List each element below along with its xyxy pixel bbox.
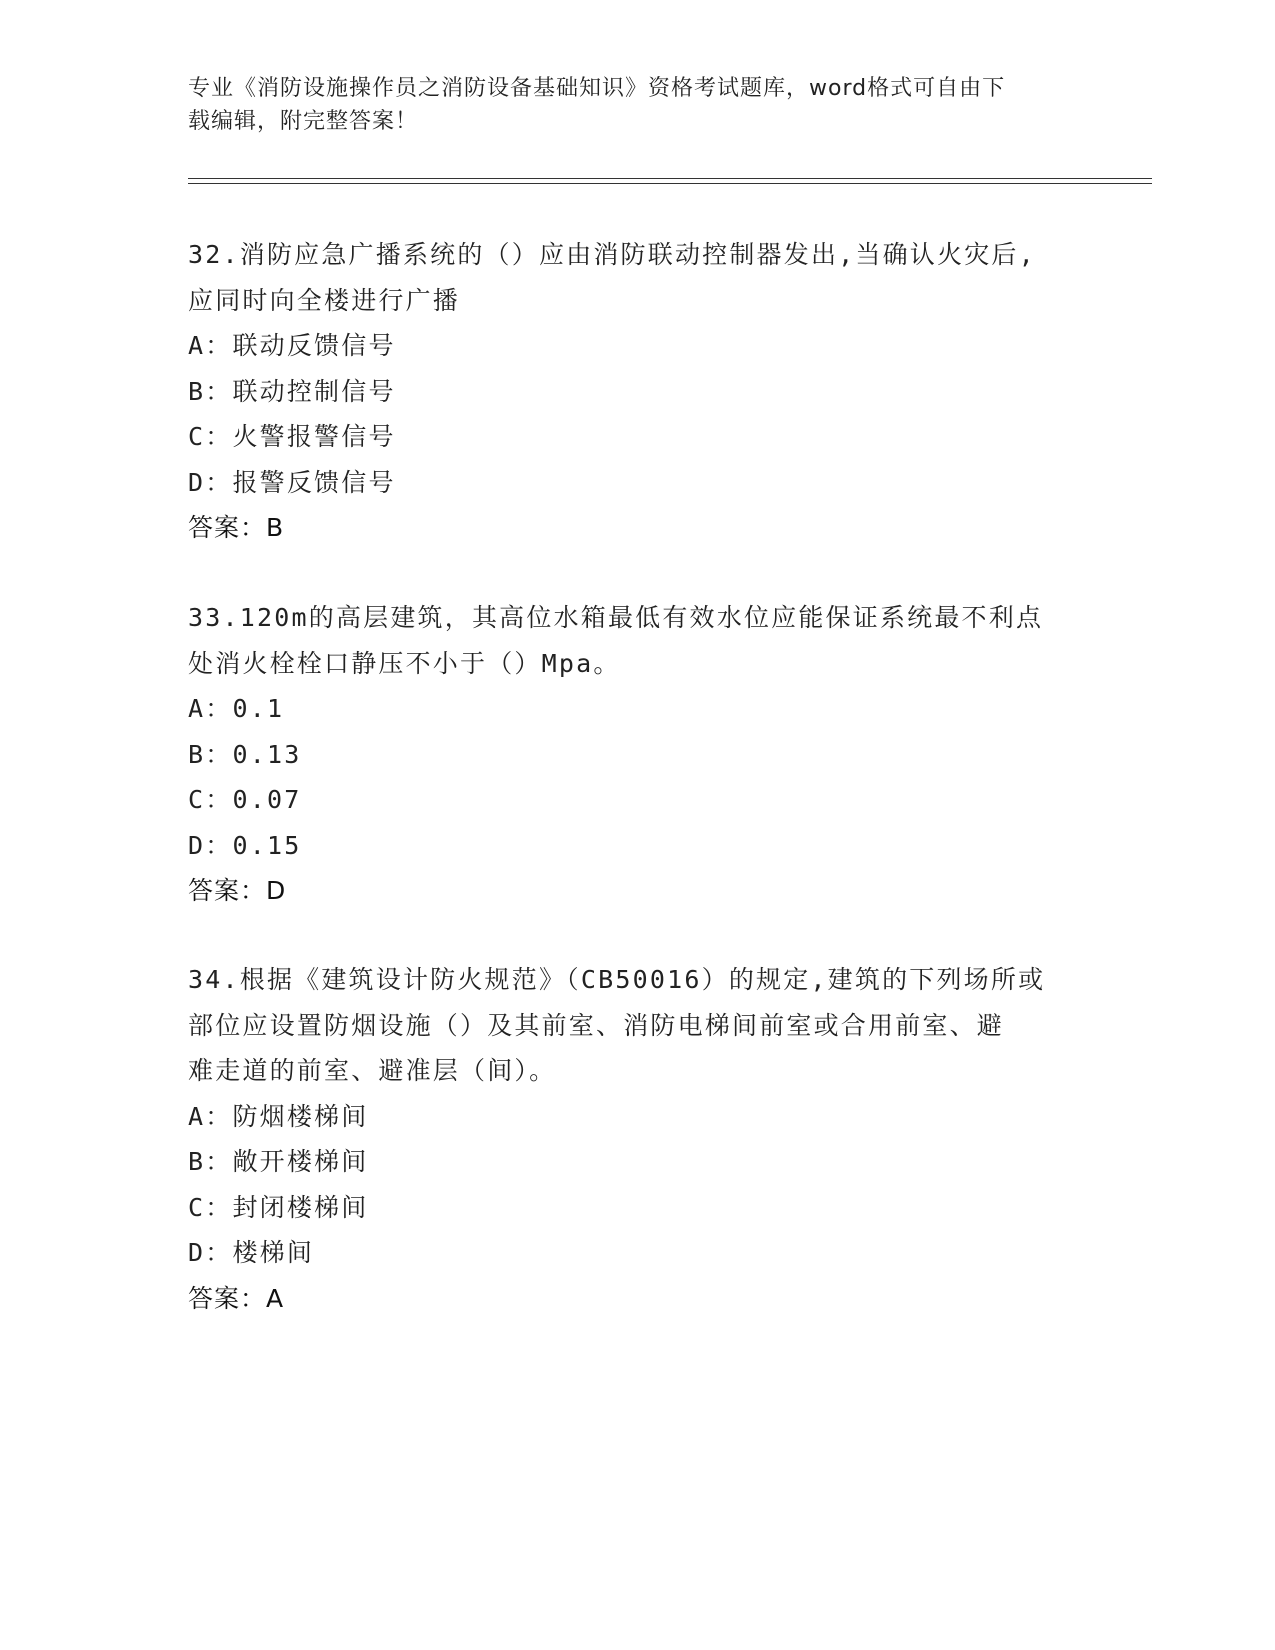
option-b: B：0.13 xyxy=(188,739,302,769)
option-c: C：0.07 xyxy=(188,785,302,814)
document-header xyxy=(188,72,1088,138)
option-d: D：楼梯间 xyxy=(188,1238,315,1267)
question-stem-line: 32.消防应急广播系统的（）应由消防联动控制器发出,当确认火灾后, xyxy=(188,240,1036,269)
option-a: A：防烟楼梯间 xyxy=(188,1101,369,1131)
header-divider-top xyxy=(188,178,1152,179)
header-line-2: 载编辑，附完整答案！ xyxy=(188,109,419,134)
question-stem-line: 难走道的前室、避准层（间）。 xyxy=(188,1056,557,1085)
question-34 xyxy=(188,957,1088,1321)
answer-label: 答案：D xyxy=(188,876,287,905)
option-a: A：联动反馈信号 xyxy=(188,331,396,360)
question-32 xyxy=(188,232,1088,551)
question-stem-line: 33.120m的高层建筑，其高位水箱最低有效水位应能保证系统最不利点 xyxy=(188,603,1044,632)
option-a: A：0.1 xyxy=(188,694,285,723)
question-stem-line: 应同时向全楼进行广播 xyxy=(188,285,461,315)
option-c: C：火警报警信号 xyxy=(188,422,396,451)
question-stem-line: 34.根据《建筑设计防火规范》（CB50016）的规定,建筑的下列场所或 xyxy=(188,965,1046,994)
option-b: B：联动控制信号 xyxy=(188,376,396,406)
header-divider-bottom xyxy=(188,183,1152,184)
question-stem-line: 处消火栓栓口静压不小于（）Mpa。 xyxy=(188,648,621,678)
option-b: B：敞开楼梯间 xyxy=(188,1147,369,1176)
header-line-1: 专业《消防设施操作员之消防设备基础知识》资格考试题库，word格式可自由下 xyxy=(188,76,1006,101)
question-33 xyxy=(188,595,1088,914)
question-stem-line: 部位应设置防烟设施（）及其前室、消防电梯间前室或合用前室、避 xyxy=(188,1010,1005,1040)
option-d: D：0.15 xyxy=(188,830,302,860)
option-d: D：报警反馈信号 xyxy=(188,467,396,497)
option-c: C：封闭楼梯间 xyxy=(188,1192,369,1222)
answer-label: 答案：A xyxy=(188,1283,285,1313)
answer-label: 答案：B xyxy=(188,513,285,542)
